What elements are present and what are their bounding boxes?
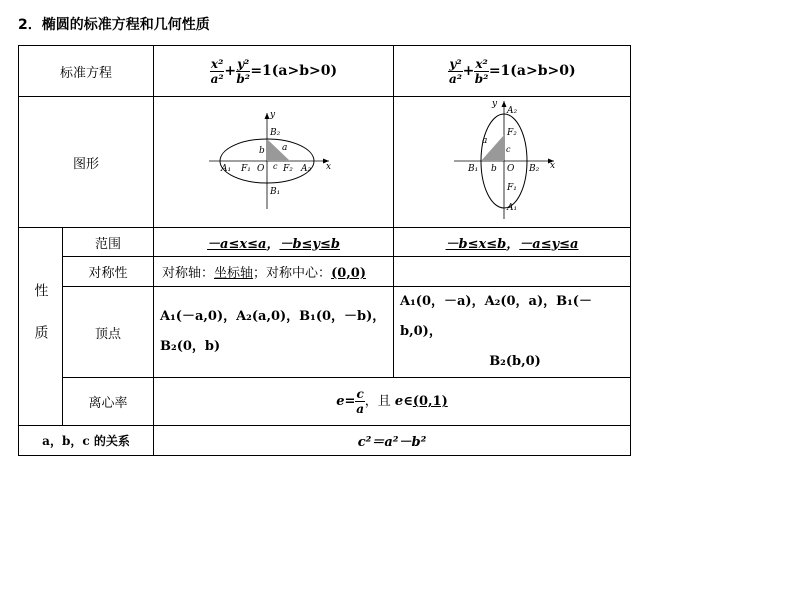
label-O: O xyxy=(257,164,265,174)
label-vertex: 顶点 xyxy=(63,287,154,378)
label-F2: F₂ xyxy=(507,128,517,138)
label-b: b xyxy=(259,146,265,156)
vertical-ellipse-figure xyxy=(394,97,631,223)
label-c: c xyxy=(273,162,278,171)
symmetry-empty xyxy=(394,257,631,287)
eccentricity-value: e= $\frac{c}{a}$ ，且 e∈(0,1) xyxy=(154,378,631,426)
row-range xyxy=(19,228,631,257)
vertex-horizontal: A₁(－a,0)，A₂(a,0)，B₁(0，－b)， B₂(0，b) xyxy=(154,287,394,378)
label-A2: A₂ xyxy=(507,106,518,116)
x-axis-label: x xyxy=(326,162,332,172)
row-vertex xyxy=(19,287,631,378)
label-B1: B₁ xyxy=(468,164,479,174)
fraction-c-a: $\frac{c}{a}$ xyxy=(356,387,364,416)
section-heading: 2．椭圆的标准方程和几何性质 xyxy=(18,17,210,33)
symmetry-value: 对称轴：坐标轴；对称中心：(0,0) xyxy=(154,257,394,287)
label-c: c xyxy=(506,145,511,154)
label-eccentricity: 离心率 xyxy=(63,378,154,426)
graph-horizontal-cell xyxy=(154,97,394,228)
y-axis-label: y xyxy=(270,110,276,120)
label-B2: B₂ xyxy=(529,164,540,174)
row-symmetry xyxy=(19,257,631,287)
label-range: 范围 xyxy=(63,228,154,257)
row-graph xyxy=(19,97,631,228)
group-label-properties: 性质 xyxy=(19,228,63,426)
label-F1: F₁ xyxy=(241,164,251,174)
label-O: O xyxy=(507,164,515,174)
relation-value: c²＝a²－b² xyxy=(154,426,631,456)
x-axis-label: x xyxy=(550,161,556,171)
range-vertical: －b≤x≤b，－a≤y≤a xyxy=(394,228,631,257)
graph-vertical-cell xyxy=(394,97,631,228)
equation-rhs: =1(a>b>0) xyxy=(250,62,338,79)
label-B1: B₁ xyxy=(270,187,281,197)
label-B2: B₂ xyxy=(270,128,281,138)
y-axis-label: y xyxy=(492,99,498,109)
fraction-x2-b2: $\frac{\text{x²}}{\text{b²}}$ xyxy=(474,56,489,86)
label-standard-equation: 标准方程 xyxy=(19,46,154,97)
label-a: a xyxy=(282,143,288,153)
equation-rhs: =1(a>b>0) xyxy=(488,62,576,79)
row-relation xyxy=(19,426,631,456)
label-b: b xyxy=(491,164,497,174)
label-A1: A₁ xyxy=(507,203,518,213)
label-symmetry: 对称性 xyxy=(63,257,154,287)
label-F2: F₂ xyxy=(283,164,293,174)
equation-vertical: $\frac{\text{y²}}{\text{a²}}$ + $\frac{\text{x²}}{\text{b²}}$ =1(a>b>0) xyxy=(394,46,631,97)
horizontal-ellipse-figure xyxy=(154,97,394,223)
vertex-vertical: A₁(0，－a)，A₂(0，a)，B₁(－b,0)， B₂(b,0) xyxy=(394,287,631,378)
y-axis-arrow-icon xyxy=(502,101,507,107)
range-horizontal: －a≤x≤a，－b≤y≤b xyxy=(154,228,394,257)
fraction-y2-b2: $\frac{\text{y²}}{\text{b²}}$ xyxy=(236,56,251,86)
row-standard-equation xyxy=(19,46,631,97)
fraction-y2-a2: $\frac{\text{y²}}{\text{a²}}$ xyxy=(449,56,463,86)
label-graph: 图形 xyxy=(19,97,154,228)
fraction-x2-a2: $\frac{\text{x²}}{\text{a²}}$ xyxy=(210,56,224,86)
label-a: a xyxy=(482,136,488,146)
label-A1: A₁ xyxy=(221,164,232,174)
row-eccentricity xyxy=(19,378,631,426)
label-F1: F₁ xyxy=(507,183,517,193)
label-A2: A₂ xyxy=(301,164,312,174)
equation-horizontal: $\frac{\text{x²}}{\text{a²}}$ + $\frac{\text{y²}}{\text{b²}}$ =1(a>b>0) xyxy=(154,46,394,97)
ellipse-properties-table xyxy=(18,45,631,456)
y-axis-arrow-icon xyxy=(265,113,270,119)
label-relation: a，b，c 的关系 xyxy=(19,426,154,456)
